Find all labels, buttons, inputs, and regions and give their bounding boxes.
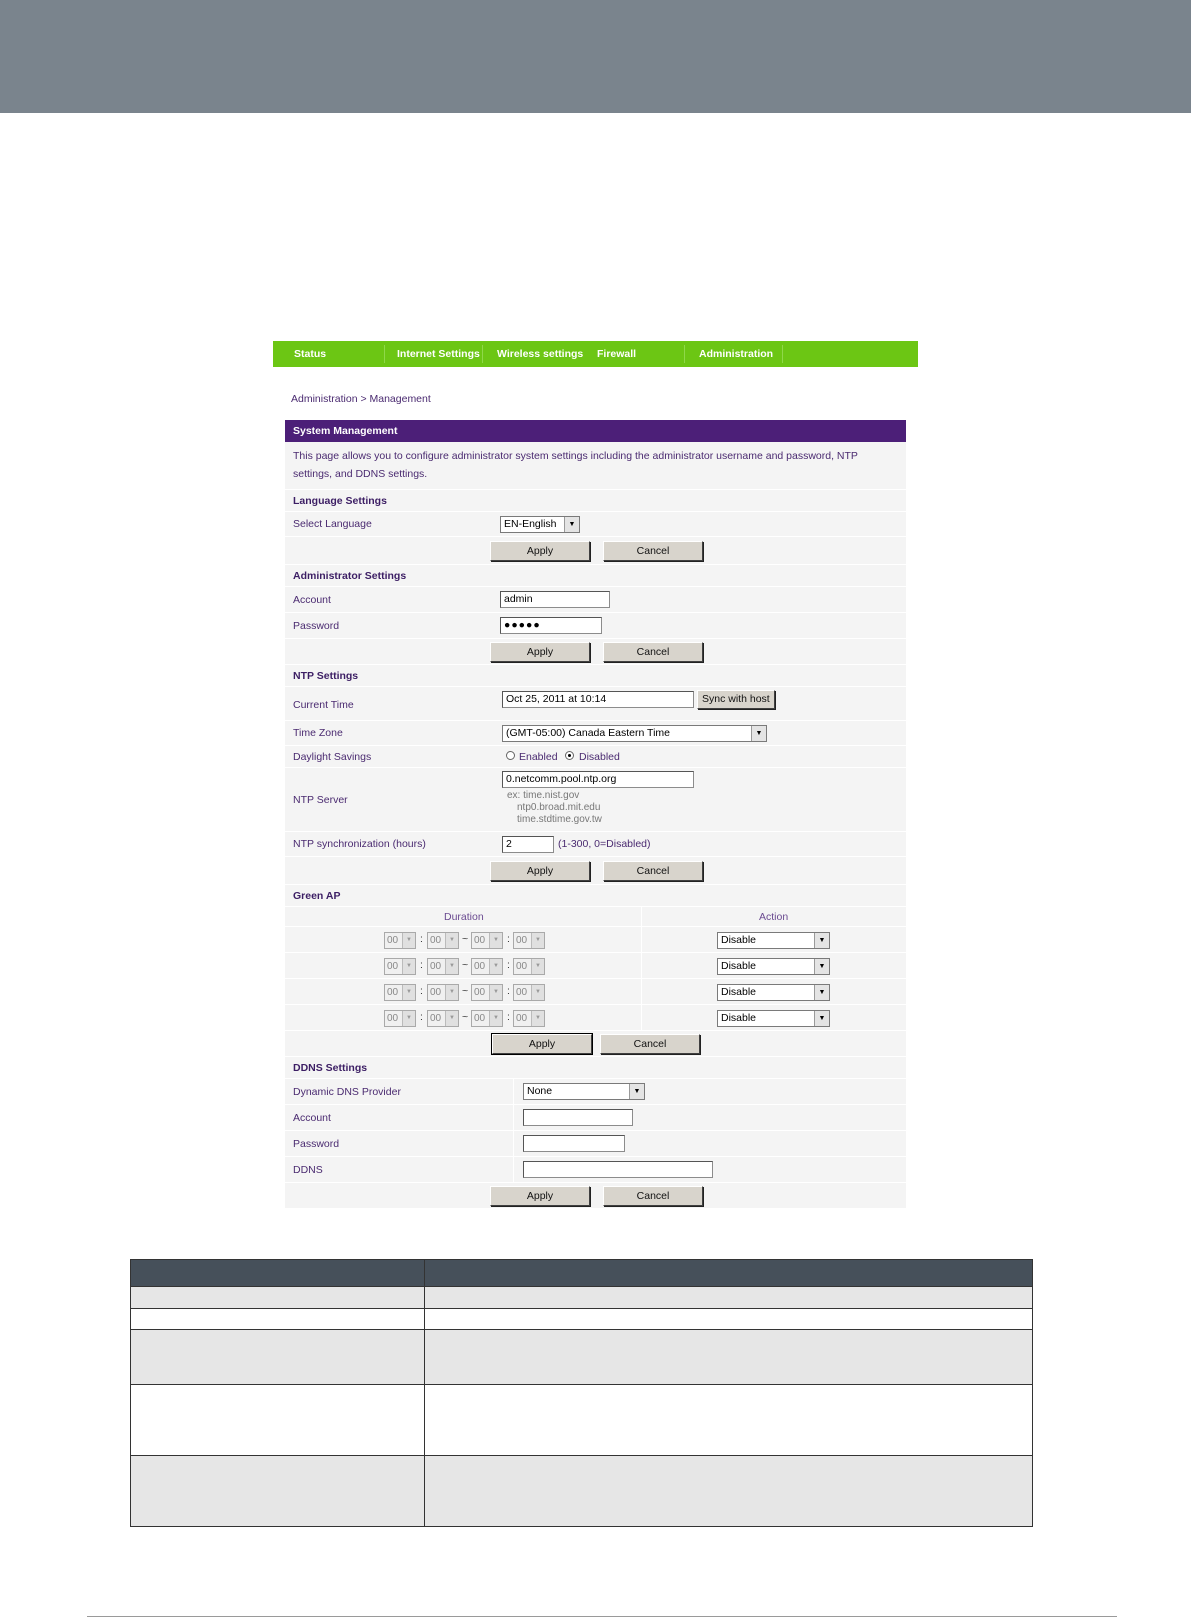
start-minute-select[interactable]: 00 ▼ [427, 932, 459, 949]
colon-separator: : [420, 959, 423, 971]
nav-firewall[interactable]: Firewall [597, 348, 637, 360]
chevron-down-icon: ▼ [531, 985, 544, 1000]
ddns-input[interactable] [523, 1161, 713, 1178]
chevron-down-icon: ▼ [402, 1011, 415, 1026]
ntp-sync-hint: (1-300, 0=Disabled) [558, 838, 651, 850]
green-ap-schedule-row [285, 927, 906, 953]
chevron-down-icon: ▼ [751, 726, 766, 741]
ddns-password-row [285, 1131, 906, 1157]
table-header-row [131, 1260, 1033, 1287]
end-minute-select[interactable]: 00 ▼ [513, 984, 545, 1001]
chevron-down-icon: ▼ [445, 933, 458, 948]
ddns-host-row [285, 1157, 906, 1183]
language-row [285, 512, 906, 537]
ddns-account-label: Account [293, 1112, 331, 1124]
colon-separator: : [420, 933, 423, 945]
chevron-down-icon: ▼ [531, 959, 544, 974]
ddns-provider-select[interactable]: None ▼ [523, 1083, 645, 1100]
column-divider [641, 953, 642, 978]
colon-separator: : [507, 1011, 510, 1023]
language-cancel-button[interactable]: Cancel [603, 541, 703, 561]
ntp-sync-input[interactable]: 2 [502, 836, 554, 853]
current-time-input[interactable]: Oct 25, 2011 at 10:14 [502, 691, 694, 708]
green-ap-schedule-row [285, 979, 906, 1005]
ddns-password-input[interactable] [523, 1135, 625, 1152]
ddns-cancel-button[interactable]: Cancel [603, 1186, 703, 1206]
ntp-server-row [285, 768, 906, 832]
chevron-down-icon: ▼ [814, 1011, 829, 1026]
chevron-down-icon: ▼ [814, 985, 829, 1000]
table-cell [425, 1456, 1033, 1527]
start-hour-select[interactable]: 00 ▼ [384, 1010, 416, 1027]
start-hour-select[interactable]: 00 ▼ [384, 984, 416, 1001]
column-divider [641, 927, 642, 952]
language-select[interactable]: EN-English ▼ [500, 516, 580, 533]
chevron-down-icon: ▼ [531, 933, 544, 948]
green-ap-action-select[interactable]: Disable ▼ [717, 984, 830, 1001]
end-hour-select[interactable]: 00 ▼ [471, 958, 503, 975]
chevron-down-icon: ▼ [814, 933, 829, 948]
time-zone-label: Time Zone [293, 727, 343, 739]
column-divider [641, 979, 642, 1004]
chevron-down-icon: ▼ [814, 959, 829, 974]
daylight-enabled-radio[interactable] [506, 751, 515, 760]
admin-account-input[interactable]: admin [500, 591, 610, 608]
ntp-current-time-row [285, 687, 906, 721]
chevron-down-icon: ▼ [531, 1011, 544, 1026]
ntp-heading: NTP Settings [285, 665, 906, 687]
table-row [131, 1330, 1033, 1385]
end-minute-select[interactable]: 00 ▼ [513, 958, 545, 975]
panel-title: System Management [285, 420, 906, 442]
green-ap-schedule-row [285, 1005, 906, 1031]
sync-with-host-button[interactable]: Sync with host [697, 690, 775, 709]
nav-divider [384, 345, 385, 363]
chevron-down-icon: ▼ [445, 959, 458, 974]
chevron-down-icon: ▼ [402, 985, 415, 1000]
nav-administration[interactable]: Administration [699, 348, 774, 360]
start-minute-select[interactable]: 00 ▼ [427, 958, 459, 975]
colon-separator: : [420, 1011, 423, 1023]
range-separator: ~ [462, 985, 469, 997]
ntp-server-example-2: ntp0.broad.mit.edu [517, 802, 601, 813]
chevron-down-icon: ▼ [489, 985, 502, 1000]
table-row [131, 1309, 1033, 1330]
chevron-down-icon: ▼ [564, 517, 579, 532]
ddns-label: DDNS [293, 1164, 323, 1176]
end-hour-select[interactable]: 00 ▼ [471, 984, 503, 1001]
green-ap-schedule-row [285, 953, 906, 979]
ntp-apply-button[interactable]: Apply [490, 861, 590, 881]
admin-cancel-button[interactable]: Cancel [603, 642, 703, 662]
green-ap-action-select[interactable]: Disable ▼ [717, 932, 830, 949]
nav-internet-settings[interactable]: Internet Settings [397, 348, 480, 360]
chevron-down-icon: ▼ [445, 985, 458, 1000]
green-ap-apply-button[interactable]: Apply [492, 1034, 592, 1054]
ntp-daylight-row [285, 746, 906, 768]
colon-separator: : [507, 959, 510, 971]
table-row [131, 1385, 1033, 1456]
field-reference-table [130, 1259, 1033, 1527]
column-divider [641, 907, 642, 926]
admin-buttons-row [285, 639, 906, 665]
language-apply-button[interactable]: Apply [490, 541, 590, 561]
chevron-down-icon: ▼ [629, 1084, 644, 1099]
green-ap-heading: Green AP [285, 885, 906, 907]
daylight-enabled-label: Enabled [519, 751, 558, 763]
duration-column-header: Duration [444, 911, 484, 923]
language-heading: Language Settings [285, 490, 906, 512]
ntp-server-label: NTP Server [293, 794, 348, 806]
nav-divider [482, 345, 483, 363]
table-cell [131, 1385, 425, 1456]
ddns-password-label: Password [293, 1138, 340, 1150]
table-cell [131, 1456, 425, 1527]
end-minute-select[interactable]: 00 ▼ [513, 1010, 545, 1027]
table-header-cell [131, 1260, 425, 1287]
current-time-label: Current Time [293, 699, 354, 711]
end-hour-select[interactable]: 00 ▼ [471, 1010, 503, 1027]
chevron-down-icon: ▼ [445, 1011, 458, 1026]
chevron-down-icon: ▼ [489, 959, 502, 974]
table-cell [131, 1287, 425, 1309]
nav-status[interactable]: Status [294, 348, 327, 360]
ntp-sync-row [285, 832, 906, 857]
ddns-heading: DDNS Settings [285, 1057, 906, 1079]
colon-separator: : [507, 985, 510, 997]
green-ap-header-row [285, 907, 906, 927]
nav-divider [684, 345, 685, 363]
ntp-buttons-row [285, 857, 906, 885]
start-minute-select[interactable]: 00 ▼ [427, 984, 459, 1001]
breadcrumb: Administration > Management [291, 393, 431, 405]
admin-apply-button[interactable]: Apply [490, 642, 590, 662]
chevron-down-icon: ▼ [489, 1011, 502, 1026]
ddns-buttons-row [285, 1183, 906, 1209]
footer-rule [87, 1616, 1117, 1617]
table-cell [425, 1287, 1033, 1309]
ntp-time-zone-row [285, 721, 906, 746]
chevron-down-icon: ▼ [402, 959, 415, 974]
language-buttons-row [285, 537, 906, 565]
admin-account-row [285, 587, 906, 613]
time-zone-select[interactable]: (GMT-05:00) Canada Eastern Time ▼ [502, 725, 767, 742]
ntp-server-input[interactable]: 0.netcomm.pool.ntp.org [502, 771, 694, 788]
table-cell [425, 1385, 1033, 1456]
nav-divider [782, 345, 783, 363]
ddns-account-row [285, 1105, 906, 1131]
table-row [131, 1456, 1033, 1527]
column-divider [513, 1105, 514, 1130]
green-ap-action-select[interactable]: Disable ▼ [717, 1010, 830, 1027]
chevron-down-icon: ▼ [402, 933, 415, 948]
daylight-savings-label: Daylight Savings [293, 751, 372, 763]
column-divider [513, 1079, 514, 1104]
range-separator: ~ [462, 933, 469, 945]
end-hour-select[interactable]: 00 ▼ [471, 932, 503, 949]
green-ap-cancel-button[interactable]: Cancel [600, 1034, 700, 1054]
table-cell [425, 1309, 1033, 1330]
daylight-disabled-radio[interactable] [565, 751, 574, 760]
daylight-disabled-label: Disabled [579, 751, 620, 763]
range-separator: ~ [462, 959, 469, 971]
colon-separator: : [420, 985, 423, 997]
nav-wireless-settings[interactable]: Wireless settings [497, 348, 584, 360]
top-nav [273, 341, 918, 367]
panel-description: This page allows you to configure administrator system settings including the administrator username and password, NTP settings, and DDNS settings. [285, 442, 906, 490]
green-ap-buttons-row [285, 1031, 906, 1057]
table-cell [425, 1330, 1033, 1385]
admin-account-label: Account [293, 594, 331, 606]
ntp-server-example-3: time.stdtime.gov.tw [517, 814, 602, 825]
column-divider [513, 1131, 514, 1156]
document-header-band [0, 0, 1191, 113]
admin-heading: Administrator Settings [285, 565, 906, 587]
select-language-label: Select Language [293, 518, 372, 530]
system-management-panel [285, 420, 906, 1209]
green-ap-action-select[interactable]: Disable ▼ [717, 958, 830, 975]
admin-password-label: Password [293, 620, 340, 632]
table-cell [131, 1330, 425, 1385]
ddns-account-input[interactable] [523, 1109, 633, 1126]
chevron-down-icon: ▼ [489, 933, 502, 948]
range-separator: ~ [462, 1011, 469, 1023]
column-divider [513, 1157, 514, 1182]
ntp-sync-label: NTP synchronization (hours) [293, 838, 426, 850]
start-minute-select[interactable]: 00 ▼ [427, 1010, 459, 1027]
ntp-server-example-1: ex: time.nist.gov [507, 790, 580, 801]
column-divider [641, 1005, 642, 1030]
admin-password-row [285, 613, 906, 639]
ntp-cancel-button[interactable]: Cancel [603, 861, 703, 881]
start-hour-select[interactable]: 00 ▼ [384, 932, 416, 949]
ddns-provider-row [285, 1079, 906, 1105]
table-header-cell [425, 1260, 1033, 1287]
colon-separator: : [507, 933, 510, 945]
ddns-provider-label: Dynamic DNS Provider [293, 1086, 401, 1098]
table-row [131, 1287, 1033, 1309]
end-minute-select[interactable]: 00 ▼ [513, 932, 545, 949]
ddns-apply-button[interactable]: Apply [490, 1186, 590, 1206]
action-column-header: Action [759, 911, 789, 923]
table-cell [131, 1309, 425, 1330]
admin-password-input[interactable]: ●●●●● [500, 617, 602, 634]
start-hour-select[interactable]: 00 ▼ [384, 958, 416, 975]
